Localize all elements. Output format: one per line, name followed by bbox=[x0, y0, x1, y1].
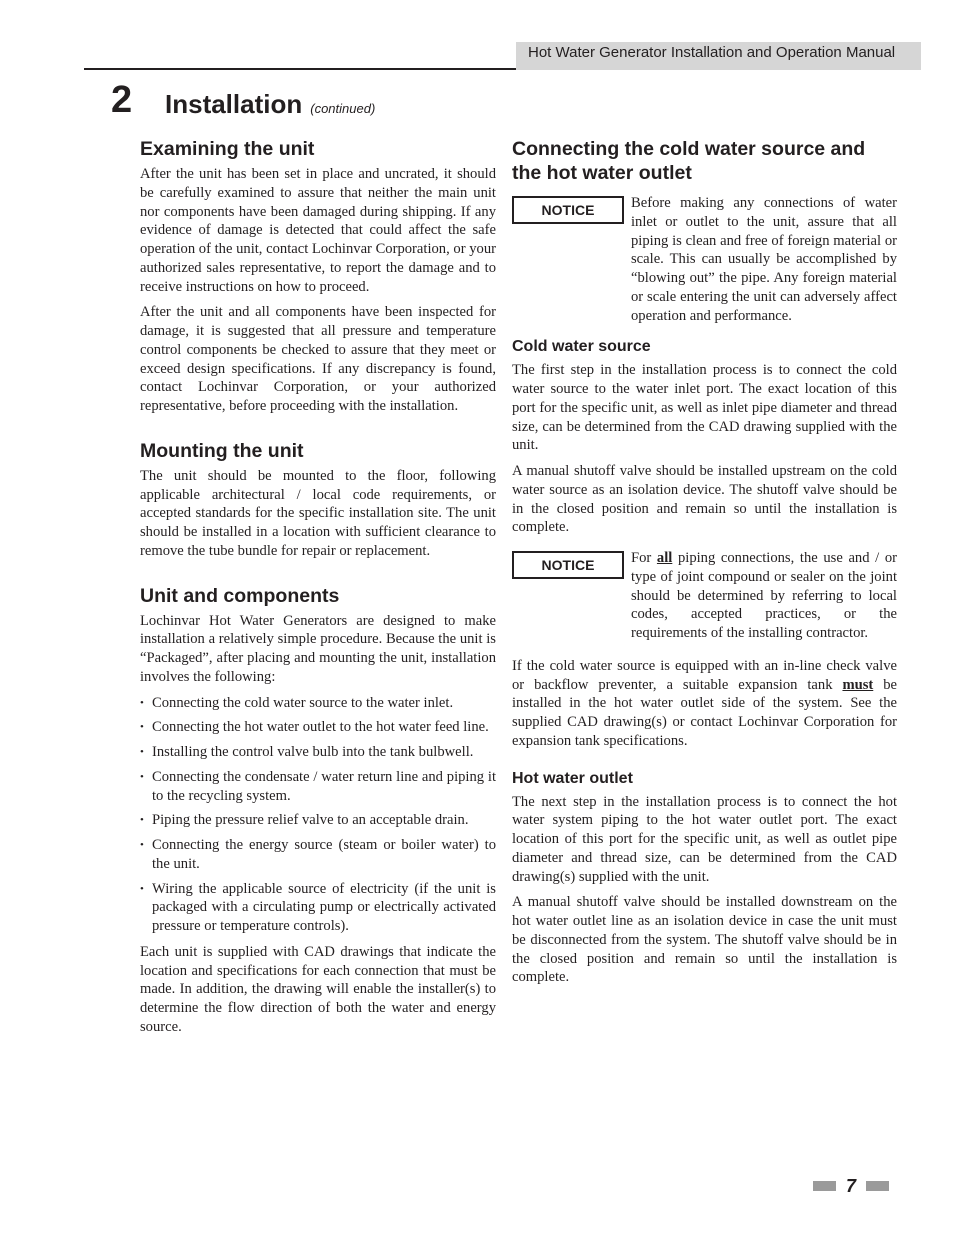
manual-title-header: Hot Water Generator Installation and Operation Manual bbox=[516, 42, 921, 70]
header-rule bbox=[84, 68, 516, 70]
hot-paragraph-2: A manual shutoff valve should be installed downstream on the hot water outlet line as an isolation device in case the unit must be disconnected from the system. The shutoff valve should be in the closed position and remain so until the installation is complete. bbox=[512, 894, 897, 986]
left-column bbox=[140, 137, 496, 1044]
list-item-text: Wiring the applicable source of electricity (if the unit is packaged with a circulating pump or electrically activated pressure or temperature controls). bbox=[152, 880, 496, 934]
bullet-dot: • bbox=[140, 696, 144, 709]
right-column bbox=[512, 137, 897, 994]
notice-emphasis-all: all bbox=[656, 550, 673, 566]
list-item bbox=[140, 768, 496, 806]
list-item bbox=[140, 718, 496, 737]
heading-components: Unit and components bbox=[140, 584, 340, 607]
bullet-dot: • bbox=[140, 746, 144, 758]
chapter-title-text: Installation bbox=[165, 89, 303, 119]
mounting-paragraph: The unit should be mounted to the floor, following applicable architectural / local code requirements, or accepted standards for the specific installation site. The unit should be installed in a location with sufficient clearance to remove the tube bundle for repair or replacement. bbox=[140, 467, 496, 559]
components-paragraph-2: Each unit is supplied with CAD drawings that indicate the location and specifications for each connection that must be made. In addition, the drawing will enable the installer(s) to determine the flow direction of both the water and energy source. bbox=[140, 943, 496, 1035]
heading-mounting: Mounting the unit bbox=[140, 439, 304, 462]
list-item-text: Connecting the cold water source to the water inlet. bbox=[152, 694, 454, 711]
bullet-dot: • bbox=[140, 770, 144, 783]
chapter-title bbox=[165, 88, 375, 125]
notice-text-2-pre: For bbox=[631, 550, 657, 566]
list-item bbox=[140, 811, 496, 830]
notice-label: NOTICE bbox=[512, 196, 624, 224]
list-item-text: Installing the control valve bulb into the tank bulbwell. bbox=[152, 744, 474, 760]
page-footer bbox=[813, 1174, 889, 1198]
list-item bbox=[140, 880, 496, 936]
heading-cold-water: Cold water source bbox=[512, 338, 651, 356]
list-item-text: Connecting the hot water outlet to the hot water feed line. bbox=[152, 719, 489, 736]
examining-paragraph-2: After the unit and all components have been inspected for damage, it is suggested that all pressure and temperature control components be checked to assure that they meet or exceed design specifications. If any discrepancy is found, contact Lochinvar Corporation, or your authorized representative, before proceeding with the installation. bbox=[140, 304, 496, 414]
installation-steps-list bbox=[140, 694, 496, 936]
notice-joint-compound bbox=[512, 549, 897, 643]
hot-paragraph-1: The next step in the installation process is to connect the hot water system piping to the hot water outlet port. The exact location of this port for the specific unit, as well as outlet pipe diameter and thread size, can be determined from the CAD drawing(s) supplied with the unit. bbox=[512, 793, 897, 885]
notice-label: NOTICE bbox=[512, 551, 624, 579]
heading-hot-water: Hot water outlet bbox=[512, 769, 633, 787]
list-item-text: Piping the pressure relief valve to an acceptable drain. bbox=[152, 812, 469, 829]
bullet-dot: • bbox=[140, 882, 144, 895]
list-item bbox=[140, 836, 496, 874]
bullet-dot: • bbox=[140, 721, 144, 734]
list-item-text: Connecting the energy source (steam or boiler water) to the unit. bbox=[152, 837, 496, 872]
cold-paragraph-2: A manual shutoff valve should be installed upstream on the cold water source as an isolation device. The shutoff valve should be in the closed position and remain so until the installation is complete. bbox=[512, 463, 897, 536]
heading-connecting: Connecting the cold water source and the hot water outlet bbox=[512, 138, 866, 184]
cold-paragraph-3-post: be installed in the hot water outlet side of the system. See the supplied CAD drawing(s) or contact Lochinvar Corporation for expansion tank specifications. bbox=[512, 676, 897, 749]
notice-text-2 bbox=[631, 549, 897, 643]
list-item-text: Connecting the condensate / water return line and piping it to the recycling system. bbox=[152, 768, 496, 804]
notice-text-2-post: piping connections, the use and / or type of joint compound or sealer on the joint should be determined by referring to local codes, accepted practices, or the requirements of the installing contractor. bbox=[631, 550, 898, 641]
page-number: 7 bbox=[846, 1175, 857, 1196]
components-paragraph-1: Lochinvar Hot Water Generators are designed to make installation a relatively simple procedure. Because the unit is “Packaged”, after placing and mounting the unit, installation involves the following: bbox=[140, 612, 496, 685]
examining-paragraph-1: After the unit has been set in place and uncrated, it should be carefully examined to assure that neither the main unit nor components have been damaged during shipping. If any evidence of damage is detected that could affect the safe operation of the unit, contact Lochinvar Corporation, or your authorized sales representative, to report the damage and to receive instructions on how to proceed. bbox=[140, 166, 496, 295]
cold-paragraph-3-pre: If the cold water source is equipped with an in-line check valve or backflow preventer, a suitable expansion tank bbox=[512, 657, 897, 693]
heading-examining: Examining the unit bbox=[140, 138, 315, 160]
chapter-continued: (continued) bbox=[310, 101, 376, 116]
bullet-dot: • bbox=[140, 839, 144, 851]
bullet-dot: • bbox=[140, 814, 144, 827]
list-item bbox=[140, 743, 496, 762]
chapter-number: 2 bbox=[111, 79, 133, 121]
notice-text-1: Before making any connections of water inlet or outlet to the unit, assure that all piping is clean and free of foreign material or scale. This can usually be accomplished by “blowing out” the pipe. Any foreign material or scale entering the unit can adversely affect operation and performance. bbox=[631, 195, 897, 324]
cold-paragraph-1: The first step in the installation process is to connect the cold water source to the water inlet port. The exact location of this port for the specific unit, as well as inlet pipe diameter and thread size, can be determined from the CAD drawing supplied with the unit. bbox=[512, 362, 897, 454]
list-item bbox=[140, 694, 496, 713]
page-number-bar-left bbox=[813, 1181, 836, 1191]
page-number-bar-right bbox=[866, 1181, 889, 1191]
cold-paragraph-3 bbox=[512, 657, 897, 751]
emphasis-must: must bbox=[842, 676, 874, 693]
notice-clean-piping bbox=[512, 194, 897, 325]
